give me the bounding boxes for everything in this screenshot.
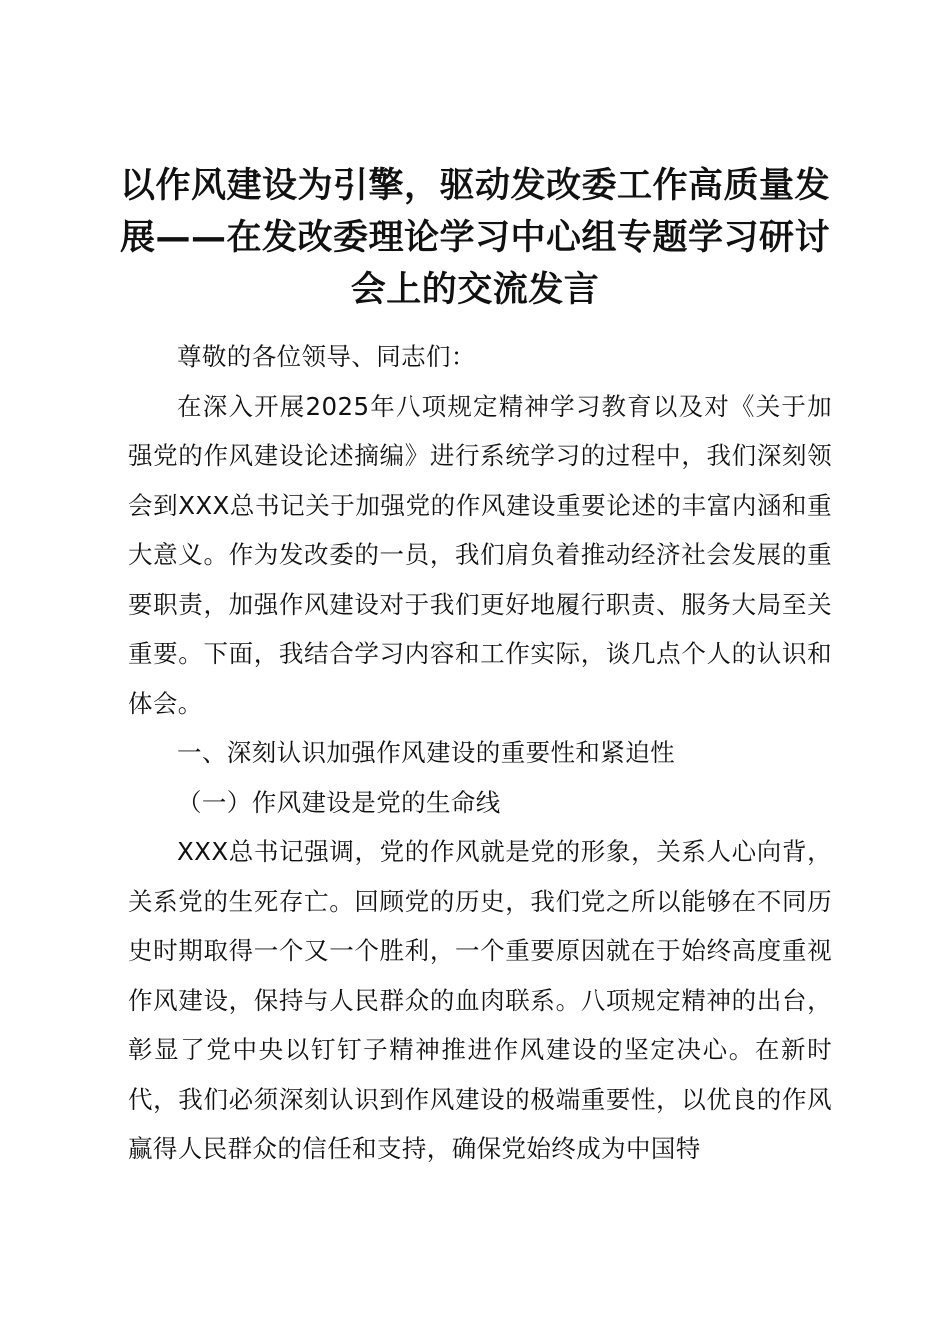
section-heading: 一、深刻认识加强作风建设的重要性和紧迫性 [177, 738, 675, 767]
subsection-heading: （一）作风建设是党的生命线 [177, 787, 501, 817]
body-paragraph: XXX总书记强调，党的作风就是党的形象，关系人心向背，关系党的生死存亡。回顾党的历史，我们党之所以能够在不同历史时期取得一个又一个胜利，一个重要原因就在于始终高度重视作风建设，保持与人民群众的血肉联系。八项规定精神的出台，彰显了党中央以钉钉子精神推进作风建设的坚定决心。在新时代，我们必须深刻认识到作风建设的极端重要性，以优良的作风赢得人民群众的信任和支持，确保党始终成为中国特 [128, 837, 832, 1163]
body-paragraph: 在深入开展2025年八项规定精神学习教育以及对《关于加强党的作风建设论述摘编》进行系统学习的过程中，我们深刻领会到XXX总书记关于加强党的作风建设重要论述的丰富内涵和重大意义。作为发改委的一员，我们肩负着推动经济社会发展的重要职责，加强作风建设对于我们更好地履行职责、服务大局至关重要。下面，我结合学习内容和工作实际，谈几点个人的认识和体会。 [128, 391, 832, 718]
document-body [128, 332, 832, 1174]
document-title: 以作风建设为引擎，驱动发改委工作高质量发展——在发改委理论学习中心组专题学习研讨会上的交流发言 [119, 166, 830, 310]
salutation: 尊敬的各位领导、同志们： [177, 342, 476, 371]
